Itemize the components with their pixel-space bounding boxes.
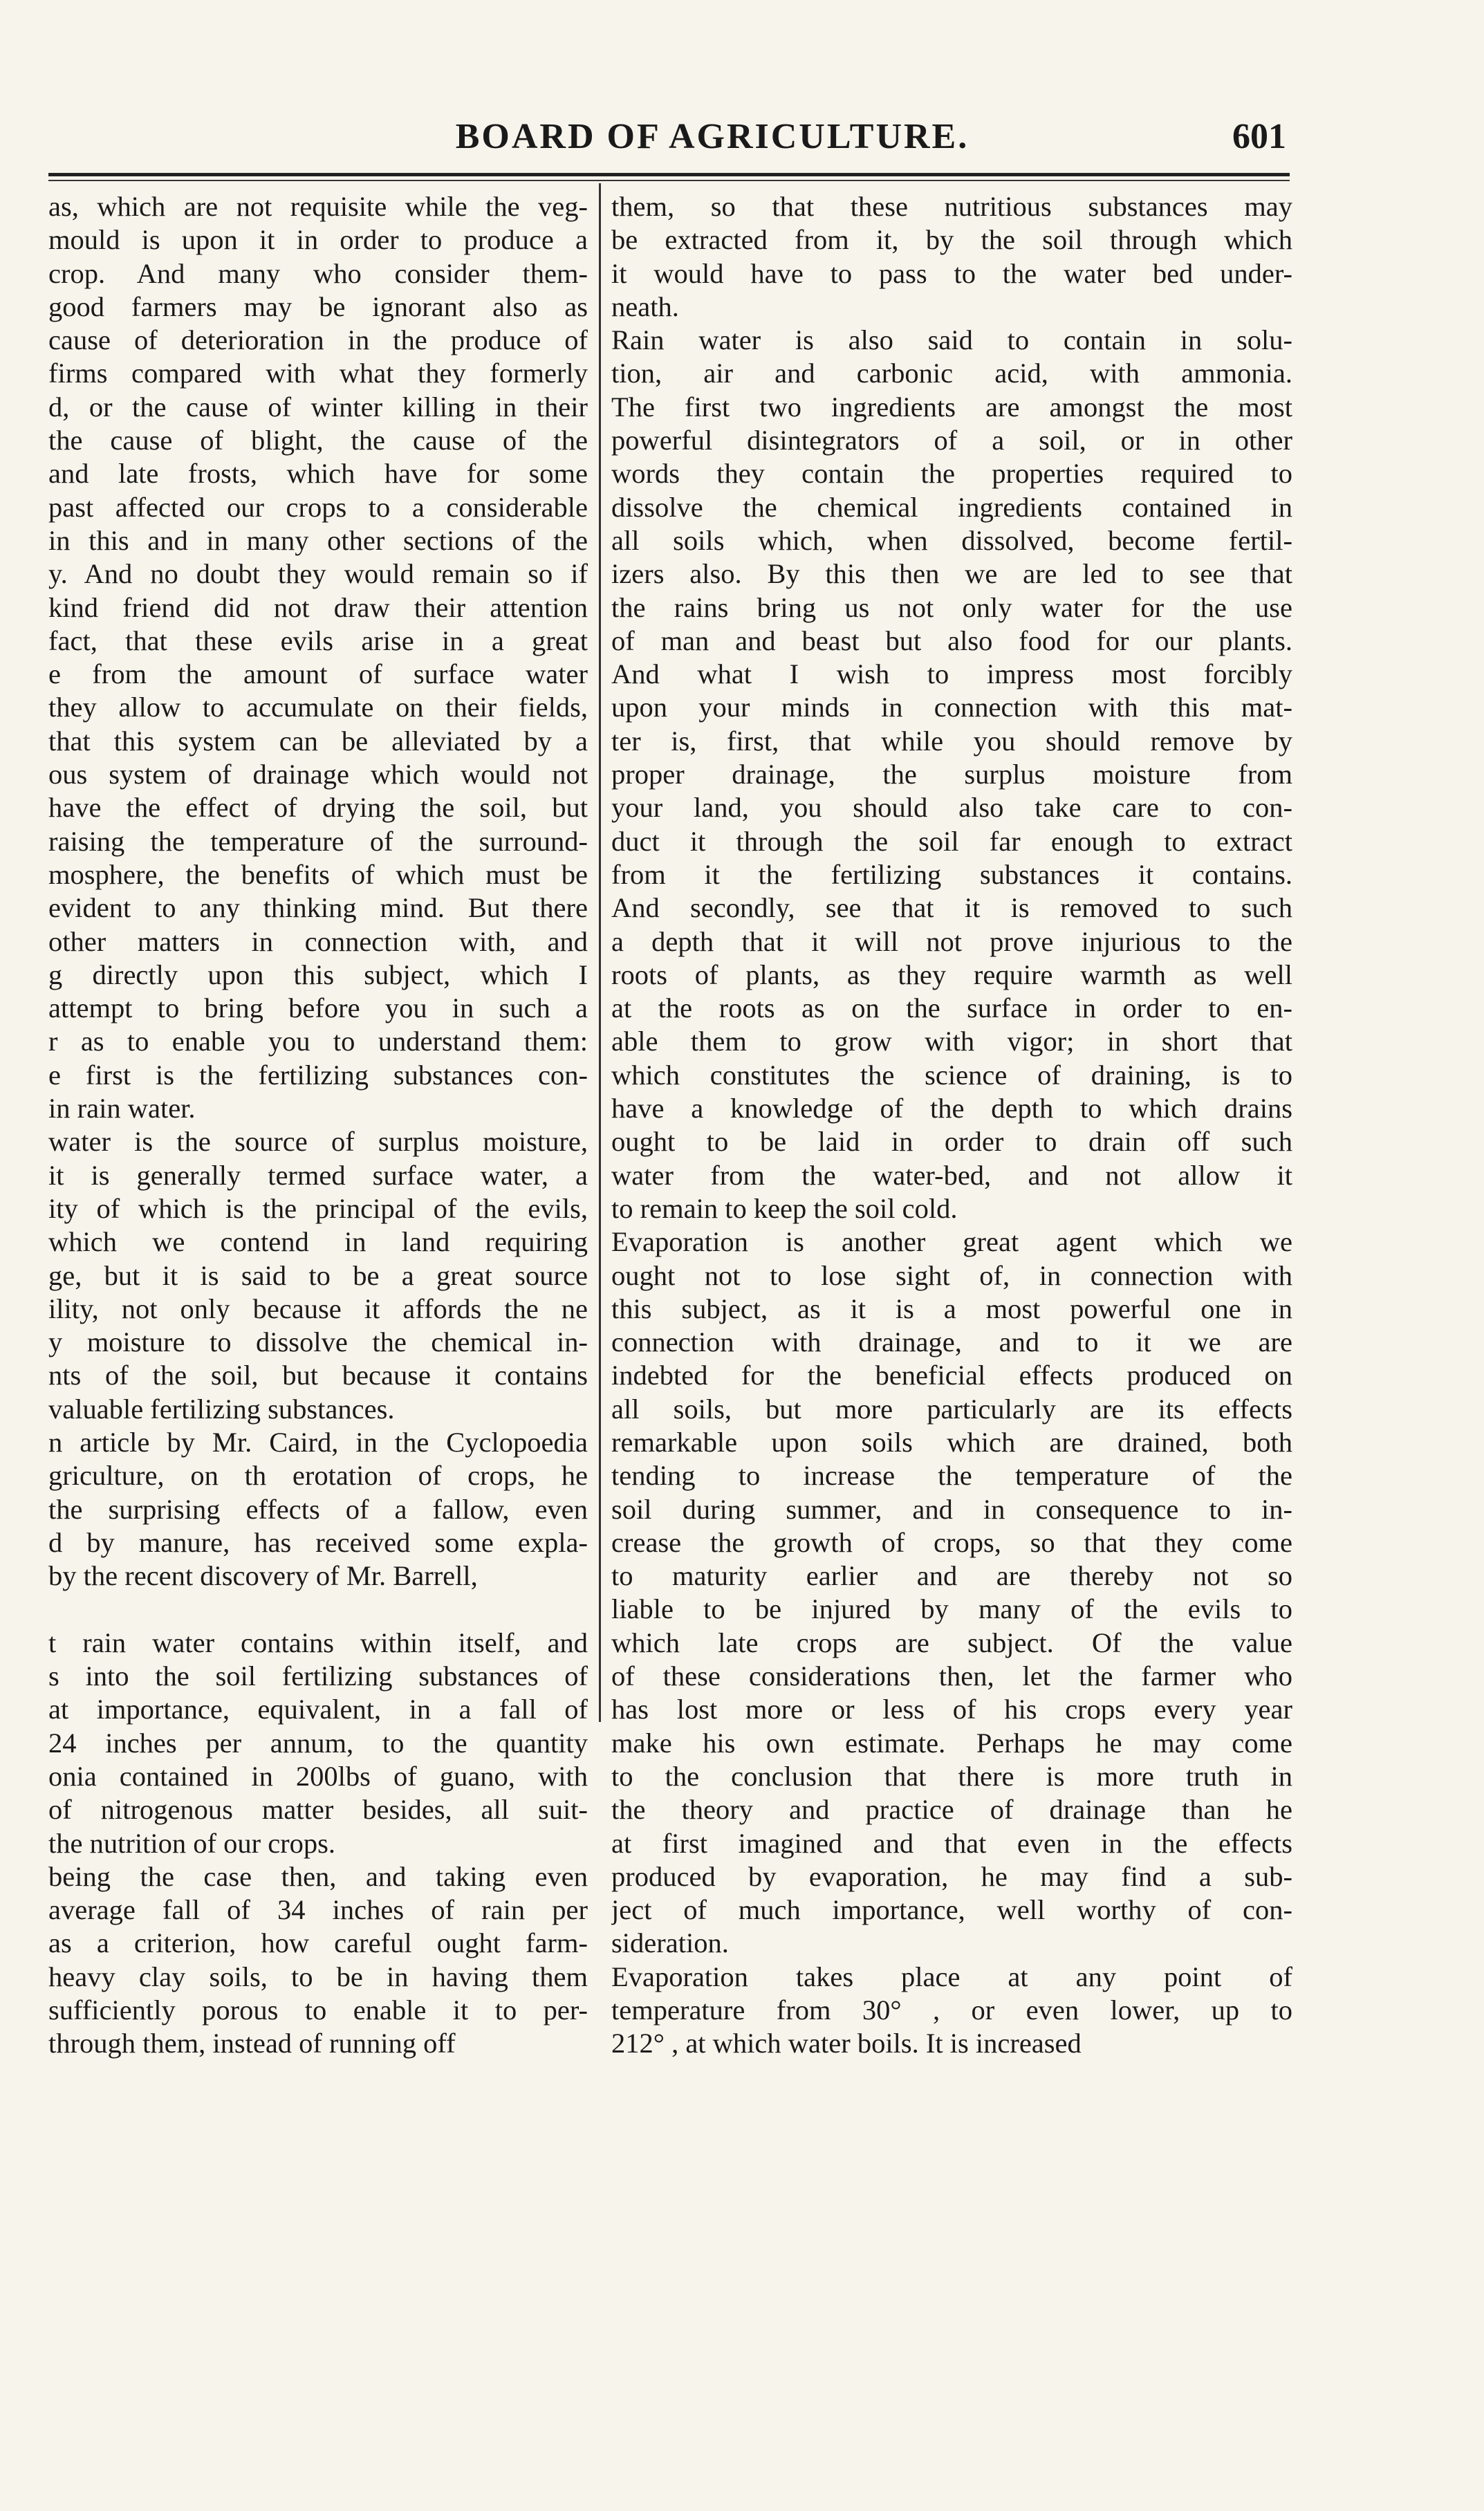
- text-line: r as to enable you to understand them:: [48, 1026, 588, 1057]
- text-line: ility, not only because it affords the ne: [48, 1292, 588, 1324]
- text-line: it is generally termed surface water, a: [48, 1159, 588, 1191]
- text-line: they allow to accumulate on their fields,: [48, 692, 588, 723]
- text-line: to maturity earlier and are thereby not so: [611, 1560, 1292, 1592]
- text-line: mould is upon it in order to produce a: [48, 224, 588, 256]
- text-line: temperature from 30° , or even lower, up to: [611, 1994, 1292, 2026]
- text-line: And secondly, see that it is removed to such: [611, 892, 1292, 924]
- text-line: s into the soil fertilizing substances of: [48, 1660, 588, 1692]
- text-line: valuable fertilizing substances.: [48, 1393, 395, 1425]
- text-line: roots of plants, as they require warmth as well: [611, 958, 1292, 990]
- left-column: [48, 190, 588, 2061]
- text-line: tion, air and carbonic acid, with ammonia.: [611, 358, 1292, 389]
- text-line: t rain water contains within itself, and: [48, 1627, 588, 1658]
- text-line: of man and beast but also food for our plants.: [611, 624, 1292, 656]
- text-line: ter is, first, that while you should remove by: [611, 725, 1292, 757]
- text-line: powerful disintegrators of a soil, or in other: [611, 425, 1292, 456]
- text-line: water from the water-bed, and not allow it: [611, 1159, 1292, 1191]
- text-line: at the roots as on the surface in order to en-: [611, 992, 1292, 1024]
- text-line: 24 inches per annum, to the quantity: [48, 1727, 588, 1759]
- text-line: the nutrition of our crops.: [48, 1827, 336, 1859]
- text-line: have the effect of drying the soil, but: [48, 792, 588, 824]
- text-line: at first imagined and that even in the effects: [611, 1827, 1292, 1859]
- text-line: crop. And many who consider them-: [48, 257, 588, 289]
- text-line: mosphere, the benefits of which must be: [48, 858, 588, 890]
- text-line: proper drainage, the surplus moisture from: [611, 759, 1292, 790]
- text-line: the cause of blight, the cause of the: [48, 425, 588, 456]
- text-line: onia contained in 200lbs of guano, with: [48, 1760, 588, 1792]
- text-line: in this and in many other sections of the: [48, 524, 588, 556]
- text-line: by the recent discovery of Mr. Barrell,: [48, 1560, 478, 1592]
- text-line: Rain water is also said to contain in solu-: [611, 324, 1292, 356]
- text-line: neath.: [611, 290, 679, 322]
- text-line: your land, you should also take care to con-: [611, 792, 1292, 824]
- text-line: cause of deterioration in the produce of: [48, 324, 588, 356]
- text-line: have a knowledge of the depth to which drains: [611, 1093, 1292, 1124]
- text-line: [48, 1593, 588, 1626]
- header-rule-thin: [48, 180, 1290, 181]
- text-line: to the conclusion that there is more truth in: [611, 1760, 1292, 1792]
- text-line: e from the amount of surface water: [48, 658, 588, 690]
- text-line: 212° , at which water boils. It is increased: [611, 2028, 1082, 2059]
- text-line: y. And no doubt they would remain so if: [48, 558, 588, 590]
- text-line: duct it through the soil far enough to extract: [611, 825, 1292, 857]
- text-line: and late frosts, which have for some: [48, 458, 588, 490]
- text-line: raising the temperature of the surround-: [48, 825, 588, 857]
- text-line: soil during summer, and in consequence to in-: [611, 1493, 1292, 1525]
- text-line: liable to be injured by many of the evils to: [611, 1593, 1292, 1625]
- page-number: 601: [1232, 117, 1286, 156]
- text-line: d by manure, has received some expla-: [48, 1526, 588, 1558]
- text-line: kind friend did not draw their attention: [48, 591, 588, 623]
- text-line: which late crops are subject. Of the value: [611, 1627, 1292, 1658]
- text-line: ought to be laid in order to drain off such: [611, 1126, 1292, 1158]
- running-head: [173, 116, 1286, 172]
- text-line: fact, that these evils arise in a great: [48, 624, 588, 656]
- text-line: ous system of drainage which would not: [48, 759, 588, 790]
- text-line: indebted for the beneficial effects produced on: [611, 1360, 1292, 1391]
- column-divider: [599, 183, 601, 1722]
- text-line: this subject, as it is a most powerful one in: [611, 1292, 1292, 1324]
- text-line: Evaporation is another great agent which we: [611, 1226, 1292, 1258]
- text-line: evident to any thinking mind. But there: [48, 892, 588, 924]
- text-line: words they contain the properties required to: [611, 458, 1292, 490]
- text-line: attempt to bring before you in such a: [48, 992, 588, 1024]
- text-line: The first two ingredients are amongst the most: [611, 391, 1292, 423]
- text-line: dissolve the chemical ingredients contained in: [611, 491, 1292, 523]
- text-line: izers also. By this then we are led to see that: [611, 558, 1292, 590]
- text-line: firms compared with what they formerly: [48, 358, 588, 389]
- text-line: which constitutes the science of draining, is to: [611, 1059, 1292, 1091]
- text-line: g directly upon this subject, which I: [48, 958, 588, 990]
- text-line: d, or the cause of winter killing in their: [48, 391, 588, 423]
- text-line: past affected our crops to a considerable: [48, 491, 588, 523]
- text-line: make his own estimate. Perhaps he may come: [611, 1727, 1292, 1759]
- text-line: in rain water.: [48, 1093, 196, 1124]
- text-line: which we contend in land requiring: [48, 1226, 588, 1258]
- text-line: has lost more or less of his crops every year: [611, 1694, 1292, 1725]
- text-line: heavy clay soils, to be in having them: [48, 1961, 588, 1992]
- text-line: crease the growth of crops, so that they come: [611, 1526, 1292, 1558]
- text-line: the rains bring us not only water for the use: [611, 591, 1292, 623]
- text-line: being the case then, and taking even: [48, 1860, 588, 1892]
- text-line: able them to grow with vigor; in short that: [611, 1026, 1292, 1057]
- text-line: upon your minds in connection with this mat-: [611, 692, 1292, 723]
- text-line: tending to increase the temperature of the: [611, 1460, 1292, 1492]
- text-line: all soils, but more particularly are its effects: [611, 1393, 1292, 1425]
- text-line: ject of much importance, well worthy of con-: [611, 1894, 1292, 1926]
- text-line: ge, but it is said to be a great source: [48, 1259, 588, 1291]
- text-line: sufficiently porous to enable it to per-: [48, 1994, 588, 2026]
- text-line: from it the fertilizing substances it contains.: [611, 858, 1292, 890]
- text-line: average fall of 34 inches of rain per: [48, 1894, 588, 1926]
- text-line: that this system can be alleviated by a: [48, 725, 588, 757]
- text-line: good farmers may be ignorant also as: [48, 290, 588, 322]
- text-line: sideration.: [611, 1927, 729, 1959]
- text-line: water is the source of surplus moisture,: [48, 1126, 588, 1158]
- text-line: be extracted from it, by the soil through which: [611, 224, 1292, 256]
- text-line: through them, instead of running off: [48, 2028, 456, 2059]
- text-line: griculture, on th erotation of crops, he: [48, 1460, 588, 1492]
- text-line: Evaporation takes place at any point of: [611, 1961, 1292, 1992]
- text-line: produced by evaporation, he may find a sub-: [611, 1860, 1292, 1892]
- text-line: connection with drainage, and to it we are: [611, 1326, 1292, 1358]
- text-line: of these considerations then, let the farmer who: [611, 1660, 1292, 1692]
- text-line: a depth that it will not prove injurious to the: [611, 925, 1292, 957]
- text-line: them, so that these nutritious substances may: [611, 191, 1292, 222]
- text-line: the theory and practice of drainage than he: [611, 1794, 1292, 1826]
- text-line: ought not to lose sight of, in connection with: [611, 1259, 1292, 1291]
- text-line: at importance, equivalent, in a fall of: [48, 1694, 588, 1725]
- text-line: all soils which, when dissolved, become fertil-: [611, 524, 1292, 556]
- text-line: as a criterion, how careful ought farm-: [48, 1927, 588, 1959]
- text-line: the surprising effects of a fallow, even: [48, 1493, 588, 1525]
- text-line: n article by Mr. Caird, in the Cyclopoedia: [48, 1426, 588, 1458]
- text-line: And what I wish to impress most forcibly: [611, 658, 1292, 690]
- text-line: remarkable upon soils which are drained, both: [611, 1426, 1292, 1458]
- right-column: [611, 190, 1292, 2061]
- text-line: of nitrogenous matter besides, all suit-: [48, 1794, 588, 1826]
- page-title: BOARD OF AGRICULTURE.: [455, 117, 970, 156]
- text-line: to remain to keep the soil cold.: [611, 1192, 958, 1224]
- text-line: it would have to pass to the water bed under-: [611, 257, 1292, 289]
- text-line: as, which are not requisite while the veg-: [48, 191, 588, 222]
- text-line: e first is the fertilizing substances con-: [48, 1059, 588, 1091]
- text-line: ity of which is the principal of the evils,: [48, 1192, 588, 1224]
- text-line: nts of the soil, but because it contains: [48, 1360, 588, 1391]
- header-rule: [48, 173, 1290, 176]
- text-line: other matters in connection with, and: [48, 925, 588, 957]
- text-line: y moisture to dissolve the chemical in-: [48, 1326, 588, 1358]
